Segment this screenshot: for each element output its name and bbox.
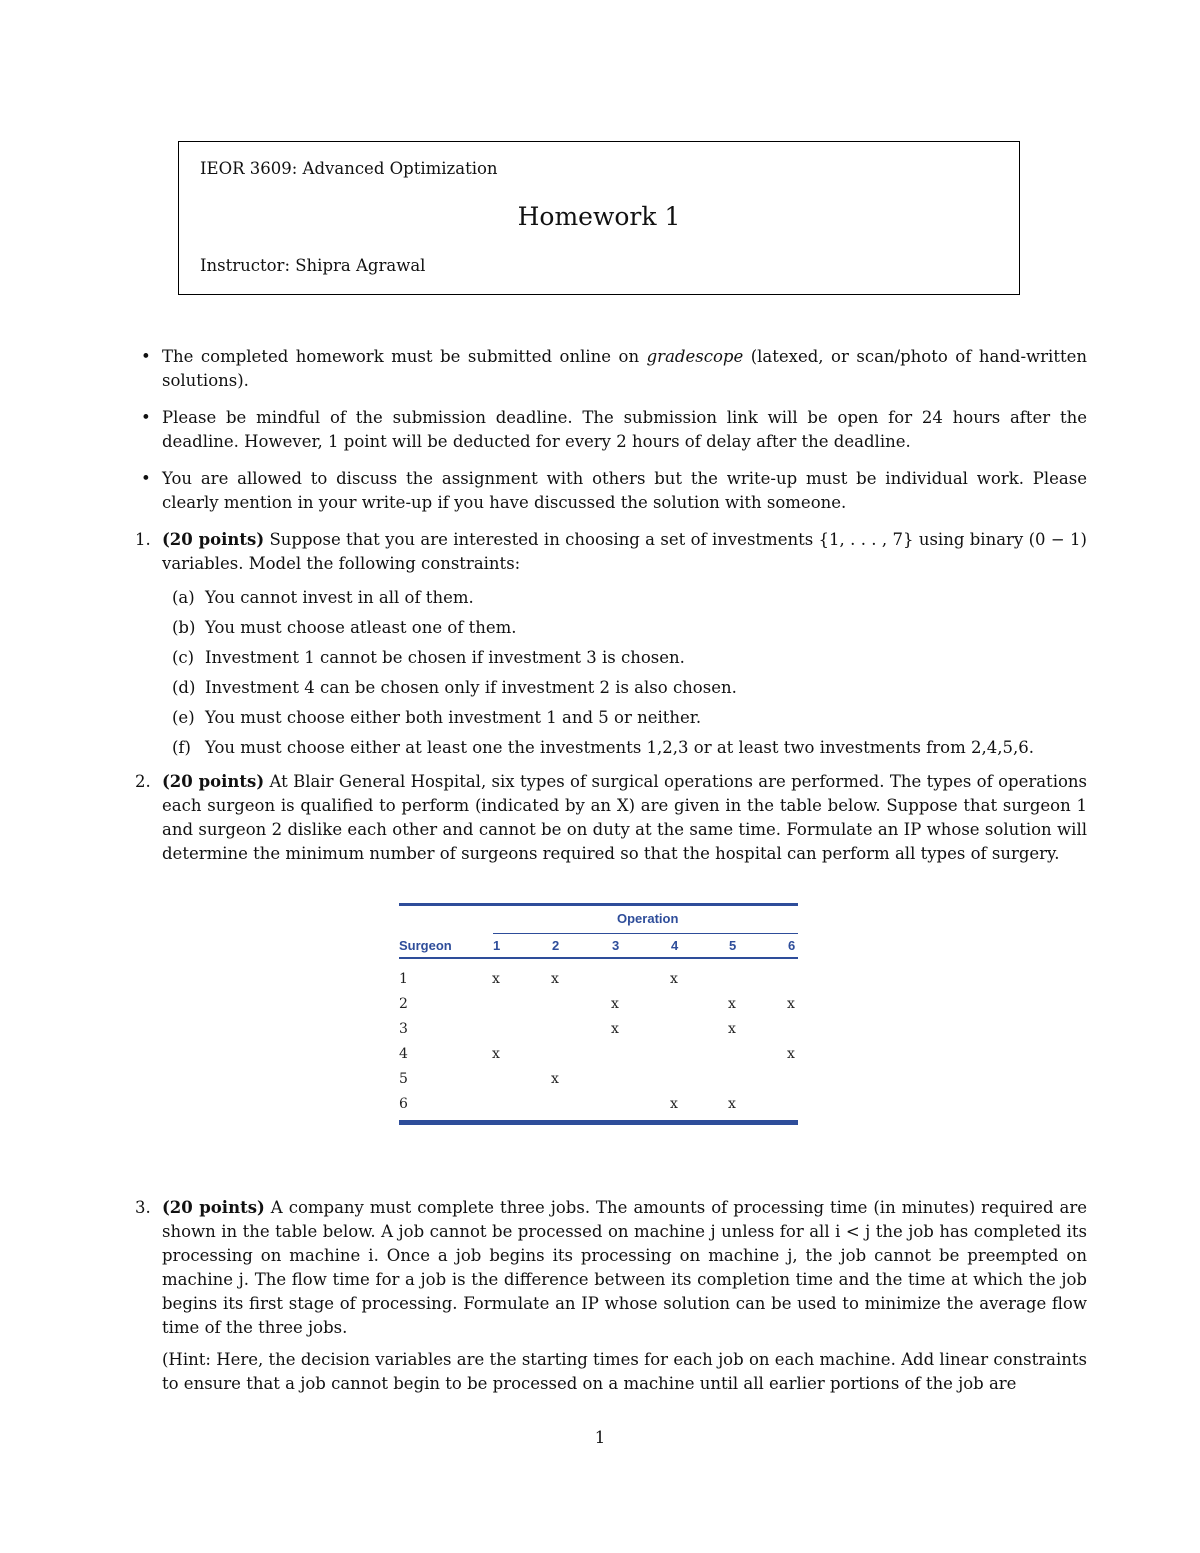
subpart-f <box>162 736 1087 760</box>
subpart-c <box>162 646 1087 670</box>
operation-header-rule <box>493 933 798 934</box>
main-content <box>135 345 1087 876</box>
subpart-text: Investment 1 cannot be chosen if investment 3 is chosen. <box>205 648 685 667</box>
operation-column-header: 3 <box>612 938 620 953</box>
bullet-deadline <box>135 406 1087 454</box>
surgeon-operation-table <box>399 903 798 1126</box>
bullet-dot-icon: • <box>141 408 151 427</box>
subpart-text: Investment 4 can be chosen only if investment 2 is also chosen. <box>205 678 737 697</box>
problem-points: (20 points) <box>162 1198 265 1217</box>
problem-3 <box>135 1196 1087 1396</box>
gradescope-text: gradescope <box>646 347 744 366</box>
subpart-text: You must choose either at least one the investments 1,2,3 or at least two investments from 2,4,5,6. <box>205 738 1034 757</box>
bullet-text: Please be mindful of the submission deadline. The submission link will be open for 24 hours after the deadline. However, 1 point will be deducted for every 2 hours of delay after the deadline. <box>162 408 1087 451</box>
subpart-label: (d) <box>172 678 196 697</box>
instructor-line: Instructor: Shipra Agrawal <box>200 256 426 275</box>
qualification-mark: x <box>728 996 736 1012</box>
bullet-dot-icon: • <box>141 469 151 488</box>
subpart-a <box>162 586 1087 610</box>
qualification-mark: x <box>728 1021 736 1037</box>
course-title: IEOR 3609: Advanced Optimization <box>200 159 498 178</box>
subpart-label: (a) <box>172 588 195 607</box>
problem-hint: (Hint: Here, the decision variables are the starting times for each job on each machine. Add linear constraints to ensure that a job cannot begin to be processed on a machine until all earlier portions of the job are <box>162 1350 1087 1393</box>
problem-points: (20 points) <box>162 530 265 549</box>
bullet-dot-icon: • <box>141 347 151 366</box>
qualification-mark: x <box>728 1096 736 1112</box>
operation-column-header: 6 <box>788 938 796 953</box>
qualification-mark: x <box>611 996 619 1012</box>
qualification-mark: x <box>611 1021 619 1037</box>
operation-column-header: 4 <box>671 938 679 953</box>
lower-content <box>135 1196 1087 1406</box>
surgeon-number: 3 <box>399 1021 408 1037</box>
qualification-mark: x <box>787 1046 795 1062</box>
subpart-b <box>162 616 1087 640</box>
qualification-mark: x <box>492 971 500 987</box>
subpart-label: (f) <box>172 738 191 757</box>
bullet-text: (latexed, or scan/photo of hand-written solutions). <box>162 347 1087 390</box>
qualification-mark: x <box>551 1071 559 1087</box>
qualification-mark: x <box>670 1096 678 1112</box>
problem-text: A company must complete three jobs. The amounts of processing time (in minutes) required are shown in the table below. A job cannot be processed on machine j unless for all i < j the job has completed its processing on machine i. Once a job begins its processing on machine j, the job cannot be preempted on machine j. The flow time for a job is the difference between its completion time and the time at which the job begins its first stage of processing. Formulate an IP whose solution can be used to minimize the average flow time of the three jobs. <box>162 1198 1087 1337</box>
subpart-text: You must choose atleast one of them. <box>205 618 517 637</box>
page-number: 1 <box>594 1428 606 1447</box>
problem-points: (20 points) <box>162 772 265 791</box>
operation-group-header: Operation <box>617 911 679 926</box>
surgeon-number: 5 <box>399 1071 408 1087</box>
subpart-label: (e) <box>172 708 195 727</box>
problem-2 <box>135 770 1087 866</box>
surgeon-number: 4 <box>399 1046 408 1062</box>
bullet-submission <box>135 345 1087 393</box>
operation-column-header: 2 <box>552 938 560 953</box>
subpart-text: You must choose either both investment 1 and 5 or neither. <box>205 708 702 727</box>
problem-number: 3. <box>135 1198 151 1217</box>
bullet-text: The completed homework must be submitted online on <box>162 347 647 366</box>
problem-text: At Blair General Hospital, six types of surgical operations are performed. The types of operations each surgeon is qualified to perform (indicated by an X) are given in the table below. Suppose that surgeon 1 and surgeon 2 dislike each other and cannot be on duty at the same time. Formulate an IP whose solution will determine the minimum number of surgeons required so that the hospital can perform all types of surgery. <box>162 772 1087 863</box>
operation-column-header: 5 <box>729 938 737 953</box>
bullet-collaboration <box>135 467 1087 515</box>
subpart-label: (c) <box>172 648 195 667</box>
subpart-e <box>162 706 1087 730</box>
surgeon-number: 6 <box>399 1096 408 1112</box>
problem-number: 1. <box>135 530 151 549</box>
bullet-text: You are allowed to discuss the assignment with others but the write-up must be individual work. Please clearly mention in your write-up if you have discussed the solution with someone. <box>162 469 1087 512</box>
surgeon-column-header: Surgeon <box>399 938 452 953</box>
table-top-rule <box>399 903 798 906</box>
qualification-mark: x <box>787 996 795 1012</box>
qualification-mark: x <box>551 971 559 987</box>
subpart-label: (b) <box>172 618 196 637</box>
problem-1 <box>135 528 1087 760</box>
header-box <box>178 141 1020 295</box>
problem-text: Suppose that you are interested in choosing a set of investments {1, . . . , 7} using binary (0 − 1) variables. Model the following constraints: <box>162 530 1087 573</box>
subpart-d <box>162 676 1087 700</box>
problem-number: 2. <box>135 772 151 791</box>
subpart-list <box>162 586 1087 760</box>
surgeon-number: 2 <box>399 996 408 1012</box>
table-header-rule <box>399 957 798 959</box>
qualification-mark: x <box>492 1046 500 1062</box>
operation-column-header: 1 <box>493 938 501 953</box>
qualification-mark: x <box>670 971 678 987</box>
homework-title: Homework 1 <box>517 202 681 231</box>
subpart-text: You cannot invest in all of them. <box>205 588 474 607</box>
table-bottom-rule <box>399 1120 798 1125</box>
surgeon-number: 1 <box>399 971 408 987</box>
